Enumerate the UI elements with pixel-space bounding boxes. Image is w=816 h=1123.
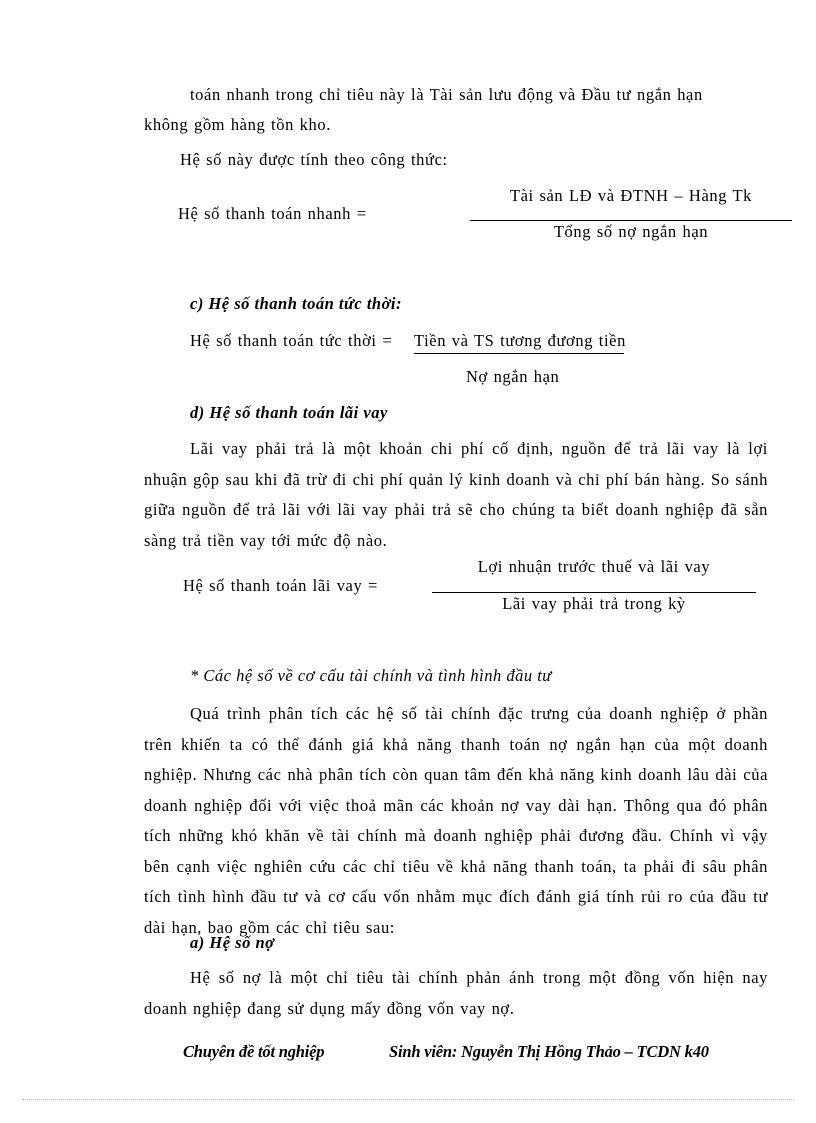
interest-ratio-fraction-bar (432, 592, 756, 593)
interest-ratio-heading: d) Hệ số thanh toán lãi vay (190, 403, 388, 422)
structure-paragraph-text: Quá trình phân tích các hệ số tài chính đặc trưng của doanh nghiệp ở phần trên khiến ta có thể đánh giá khả năng thanh toán nợ ngắn hạn của một doanh nghiệp. Nhưng các nhà phân tích còn quan tâm đến khả năng kinh doanh lâu dài của doanh nghiệp đối với việc thoả mãn các khoản nợ vay dài hạn. Thông qua đó phân tích những khó khăn về tài chính mà doanh nghiệp phải đương đầu. Chính vì vậy bên cạnh việc nghiên cứu các chỉ tiêu về khả năng thanh toán, ta phải đi sâu phân tích tình hình đầu tư và cơ cấu vốn nhằm mục đích đánh giá tính rủi ro của đầu tư dài hạn, bao gồm các chỉ tiêu sau: (144, 704, 768, 937)
intro-line-2: không gồm hàng tồn kho. (144, 115, 331, 134)
interest-ratio-denominator: Lãi vay phải trả trong kỳ (502, 594, 686, 613)
structure-heading: * Các hệ số về cơ cấu tài chính và tình hình đầu tư (190, 666, 552, 685)
formula-intro: Hệ số này được tính theo công thức: (180, 150, 448, 169)
page-bottom-rule (22, 1099, 794, 1100)
debt-ratio-paragraph-text: Hệ số nợ là một chỉ tiêu tài chính phản ánh trong một đồng vốn hiện nay doanh nghiệp đang sử dụng mấy đồng vốn vay nợ. (144, 968, 768, 1018)
footer-right: Sinh viên: Nguyễn Thị Hồng Thảo – TCDN k40 (389, 1042, 709, 1061)
interest-ratio-paragraph (144, 434, 768, 556)
interest-ratio-numerator: Lợi nhuận trước thuế và lãi vay (477, 557, 711, 576)
instant-ratio-label: Hệ số thanh toán tức thời = (190, 331, 393, 350)
instant-ratio-fraction-bar (414, 353, 624, 354)
footer-left: Chuyên đề tốt nghiệp (183, 1042, 325, 1061)
quick-ratio-denominator: Tổng số nợ ngắn hạn (553, 222, 709, 241)
quick-ratio-label: Hệ số thanh toán nhanh = (178, 204, 367, 223)
quick-ratio-fraction-bar (470, 220, 792, 221)
instant-ratio-heading: c) Hệ số thanh toán tức thời: (190, 294, 403, 313)
intro-line-1: toán nhanh trong chỉ tiêu này là Tài sản lưu động và Đầu tư ngắn hạn (190, 85, 703, 104)
instant-ratio-numerator: Tiền và TS tương đương tiền (414, 331, 626, 350)
interest-ratio-label: Hệ số thanh toán lãi vay = (183, 576, 378, 595)
interest-ratio-paragraph-text: Lãi vay phải trả là một khoản chi phí cố định, nguồn để trả lãi vay là lợi nhuận gộp sau khi đã trừ đi chi phí quản lý kinh doanh và chi phí bán hàng. So sánh giữa nguồn để trả lãi với lãi vay phải trả sẽ cho chúng ta biết doanh nghiệp đã sẵn sàng trả tiền vay tới mức độ nào. (144, 439, 768, 550)
structure-paragraph (144, 699, 768, 943)
quick-ratio-numerator: Tài sản LĐ và ĐTNH – Hàng Tk (509, 186, 753, 205)
debt-ratio-heading: a) Hệ số nợ (190, 933, 275, 952)
debt-ratio-paragraph (144, 963, 768, 1024)
instant-ratio-denominator: Nợ ngắn hạn (466, 367, 560, 386)
